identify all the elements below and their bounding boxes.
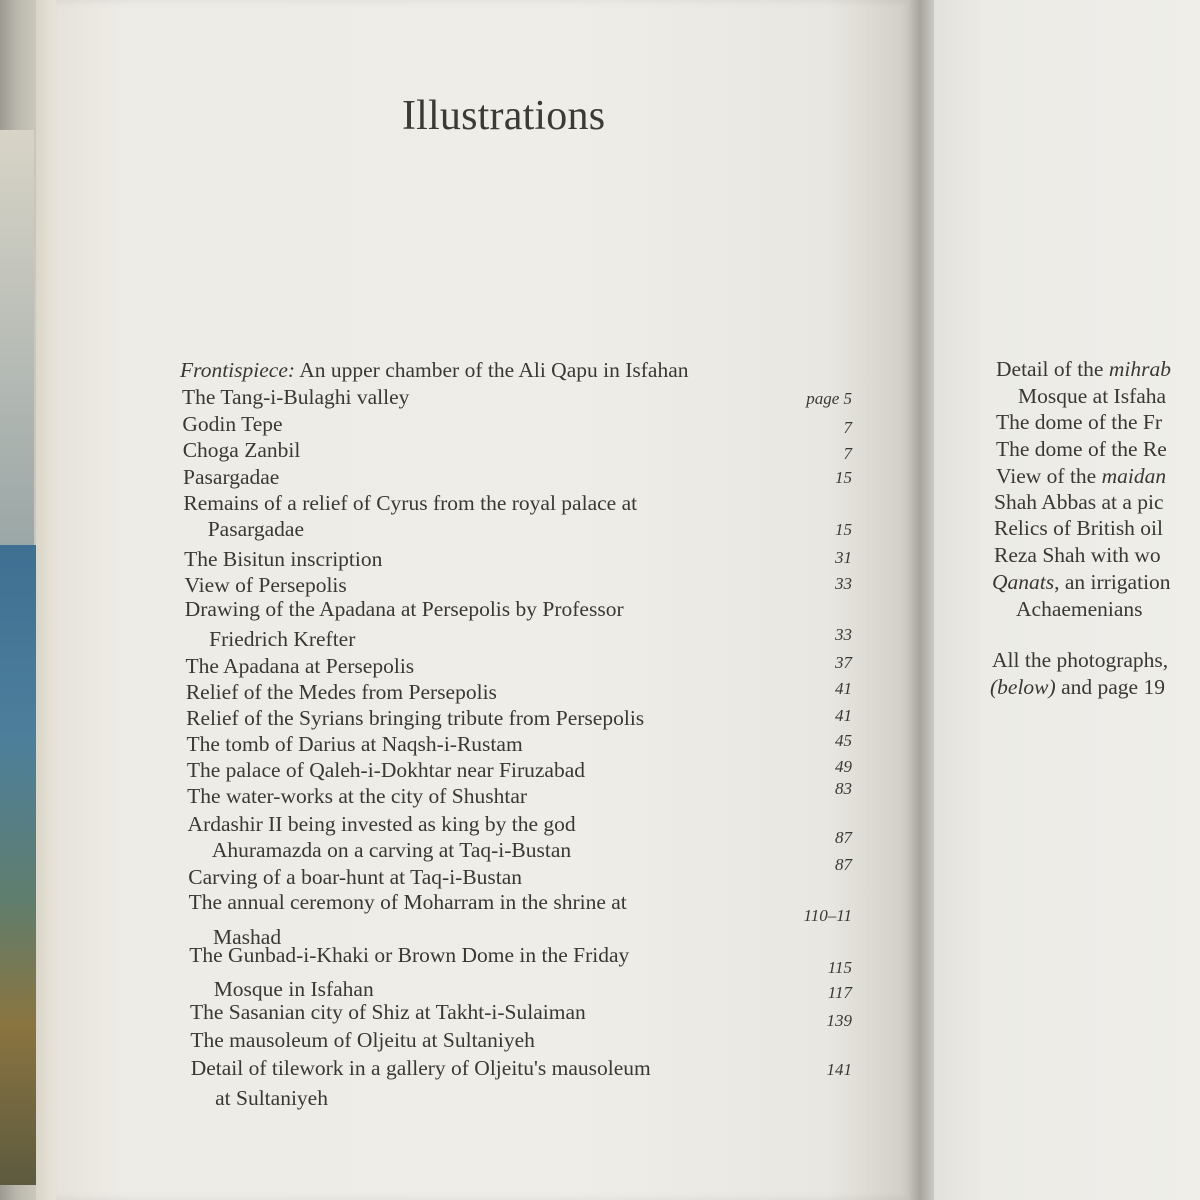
page-number: 15 <box>835 468 852 487</box>
right-list-item <box>992 648 1168 672</box>
page-number: 141 <box>826 1060 852 1079</box>
page-number: 7 <box>843 444 852 463</box>
list-item-continuation: Pasargadae <box>207 517 305 541</box>
page-number: 15 <box>835 520 852 539</box>
right-list-text: mihrab <box>1108 357 1171 381</box>
page-number: 41 <box>835 679 852 698</box>
list-item: The Tang-i-Bulaghi valley <box>182 385 410 409</box>
right-list-text: Reza Shah with wo <box>994 543 1161 567</box>
right-illustrations-list <box>934 0 1200 1200</box>
right-list-text: , an irrigation <box>1054 570 1171 594</box>
list-item-continuation: Friedrich Krefter <box>209 627 356 651</box>
right-list-item <box>996 410 1162 434</box>
right-list-text: Qanats <box>992 570 1055 594</box>
right-list-item <box>996 437 1167 461</box>
left-page <box>56 0 914 1200</box>
frontispiece-text: An upper chamber of the Ali Qapu in Isfahan <box>295 358 689 382</box>
list-item: The Apadana at Persepolis <box>185 654 415 678</box>
list-item: The Sasanian city of Shiz at Takht-i-Sulaiman <box>189 1000 586 1024</box>
right-list-text: View of the <box>996 464 1102 488</box>
page-number: 83 <box>835 779 852 798</box>
page-number: 87 <box>835 855 852 874</box>
right-list-text: The dome of the Re <box>996 437 1167 461</box>
right-list-text: (below) <box>990 675 1056 699</box>
list-item: Relief of the Syrians bringing tribute from Persepolis <box>186 706 645 730</box>
right-list-item <box>1018 384 1166 408</box>
list-item: The annual ceremony of Moharram in the shrine at <box>188 890 627 914</box>
list-item: The palace of Qaleh-i-Dokhtar near Firuzabad <box>186 758 585 782</box>
right-list-item <box>994 543 1161 567</box>
right-list-item <box>1016 597 1143 621</box>
list-item: Remains of a relief of Cyrus from the royal palace at <box>183 491 638 515</box>
cover-edge-upper <box>0 130 34 550</box>
list-item: The Gunbad-i-Khaki or Brown Dome in the Friday <box>189 943 630 967</box>
right-list-text: The dome of the Fr <box>996 410 1162 434</box>
page-number: 33 <box>835 625 852 644</box>
page-number: page 5 <box>806 389 852 408</box>
list-item: Godin Tepe <box>182 412 283 436</box>
list-item: The water-works at the city of Shushtar <box>187 784 528 808</box>
list-item: The tomb of Darius at Naqsh-i-Rustam <box>186 732 523 756</box>
list-item: The mausoleum of Oljeitu at Sultaniyeh <box>190 1028 535 1052</box>
right-list-text: Mosque at Isfaha <box>1018 384 1167 408</box>
list-item: The Bisitun inscription <box>184 547 383 571</box>
page-stack-edge <box>36 0 58 1200</box>
list-item: Choga Zanbil <box>182 438 301 462</box>
page-title: Illustrations <box>402 93 606 139</box>
right-list-text: Achaemenians <box>1016 597 1143 621</box>
right-page <box>934 0 1200 1200</box>
page-number: 87 <box>835 828 852 847</box>
list-item: Relief of the Medes from Persepolis <box>185 680 497 704</box>
right-list-item <box>996 464 1166 488</box>
page-number: 37 <box>835 653 852 672</box>
right-list-text: All the photographs, <box>992 648 1169 672</box>
right-list-text: Shah Abbas at a pic <box>994 490 1164 514</box>
list-item-continuation: at Sultaniyeh <box>215 1086 328 1110</box>
list-item: Detail of tilework in a gallery of Oljeitu's mausoleum <box>190 1056 651 1080</box>
list-item: Pasargadae <box>183 465 280 489</box>
illustrations-list <box>56 0 914 1200</box>
right-list-item <box>990 675 1165 699</box>
list-item: Ardashir II being invested as king by the god <box>187 812 576 836</box>
right-list-item <box>996 357 1171 381</box>
right-list-text: Detail of the <box>996 357 1109 381</box>
page-number: 41 <box>835 706 852 725</box>
list-item: Carving of a boar-hunt at Taq-i-Bustan <box>188 865 523 889</box>
page-number: 115 <box>827 958 852 977</box>
right-list-item <box>994 490 1164 514</box>
page-number: 110–11 <box>803 906 852 925</box>
page-number: 33 <box>835 574 852 593</box>
right-list-item <box>994 516 1163 540</box>
right-list-text: maidan <box>1101 464 1167 488</box>
list-item: Drawing of the Apadana at Persepolis by Professor <box>184 597 624 621</box>
page-number: 139 <box>826 1011 852 1030</box>
right-list-text: Relics of British oil <box>994 516 1164 540</box>
cover-edge-image <box>0 545 36 1185</box>
page-number: 49 <box>835 757 852 776</box>
list-item-continuation: Mosque in Isfahan <box>213 977 374 1001</box>
right-list-item <box>992 570 1171 594</box>
list-item: View of Persepolis <box>184 573 347 597</box>
page-number: 7 <box>843 418 852 437</box>
page-number: 31 <box>835 548 852 567</box>
right-list-text: and page 19 <box>1055 675 1165 699</box>
page-number: 45 <box>835 731 852 750</box>
list-item-continuation: Ahuramazda on a carving at Taq-i-Bustan <box>211 838 572 862</box>
frontispiece-label: Frontispiece: <box>180 358 296 382</box>
page-number: 117 <box>827 983 852 1002</box>
list-item-continuation: Mashad <box>213 925 282 949</box>
